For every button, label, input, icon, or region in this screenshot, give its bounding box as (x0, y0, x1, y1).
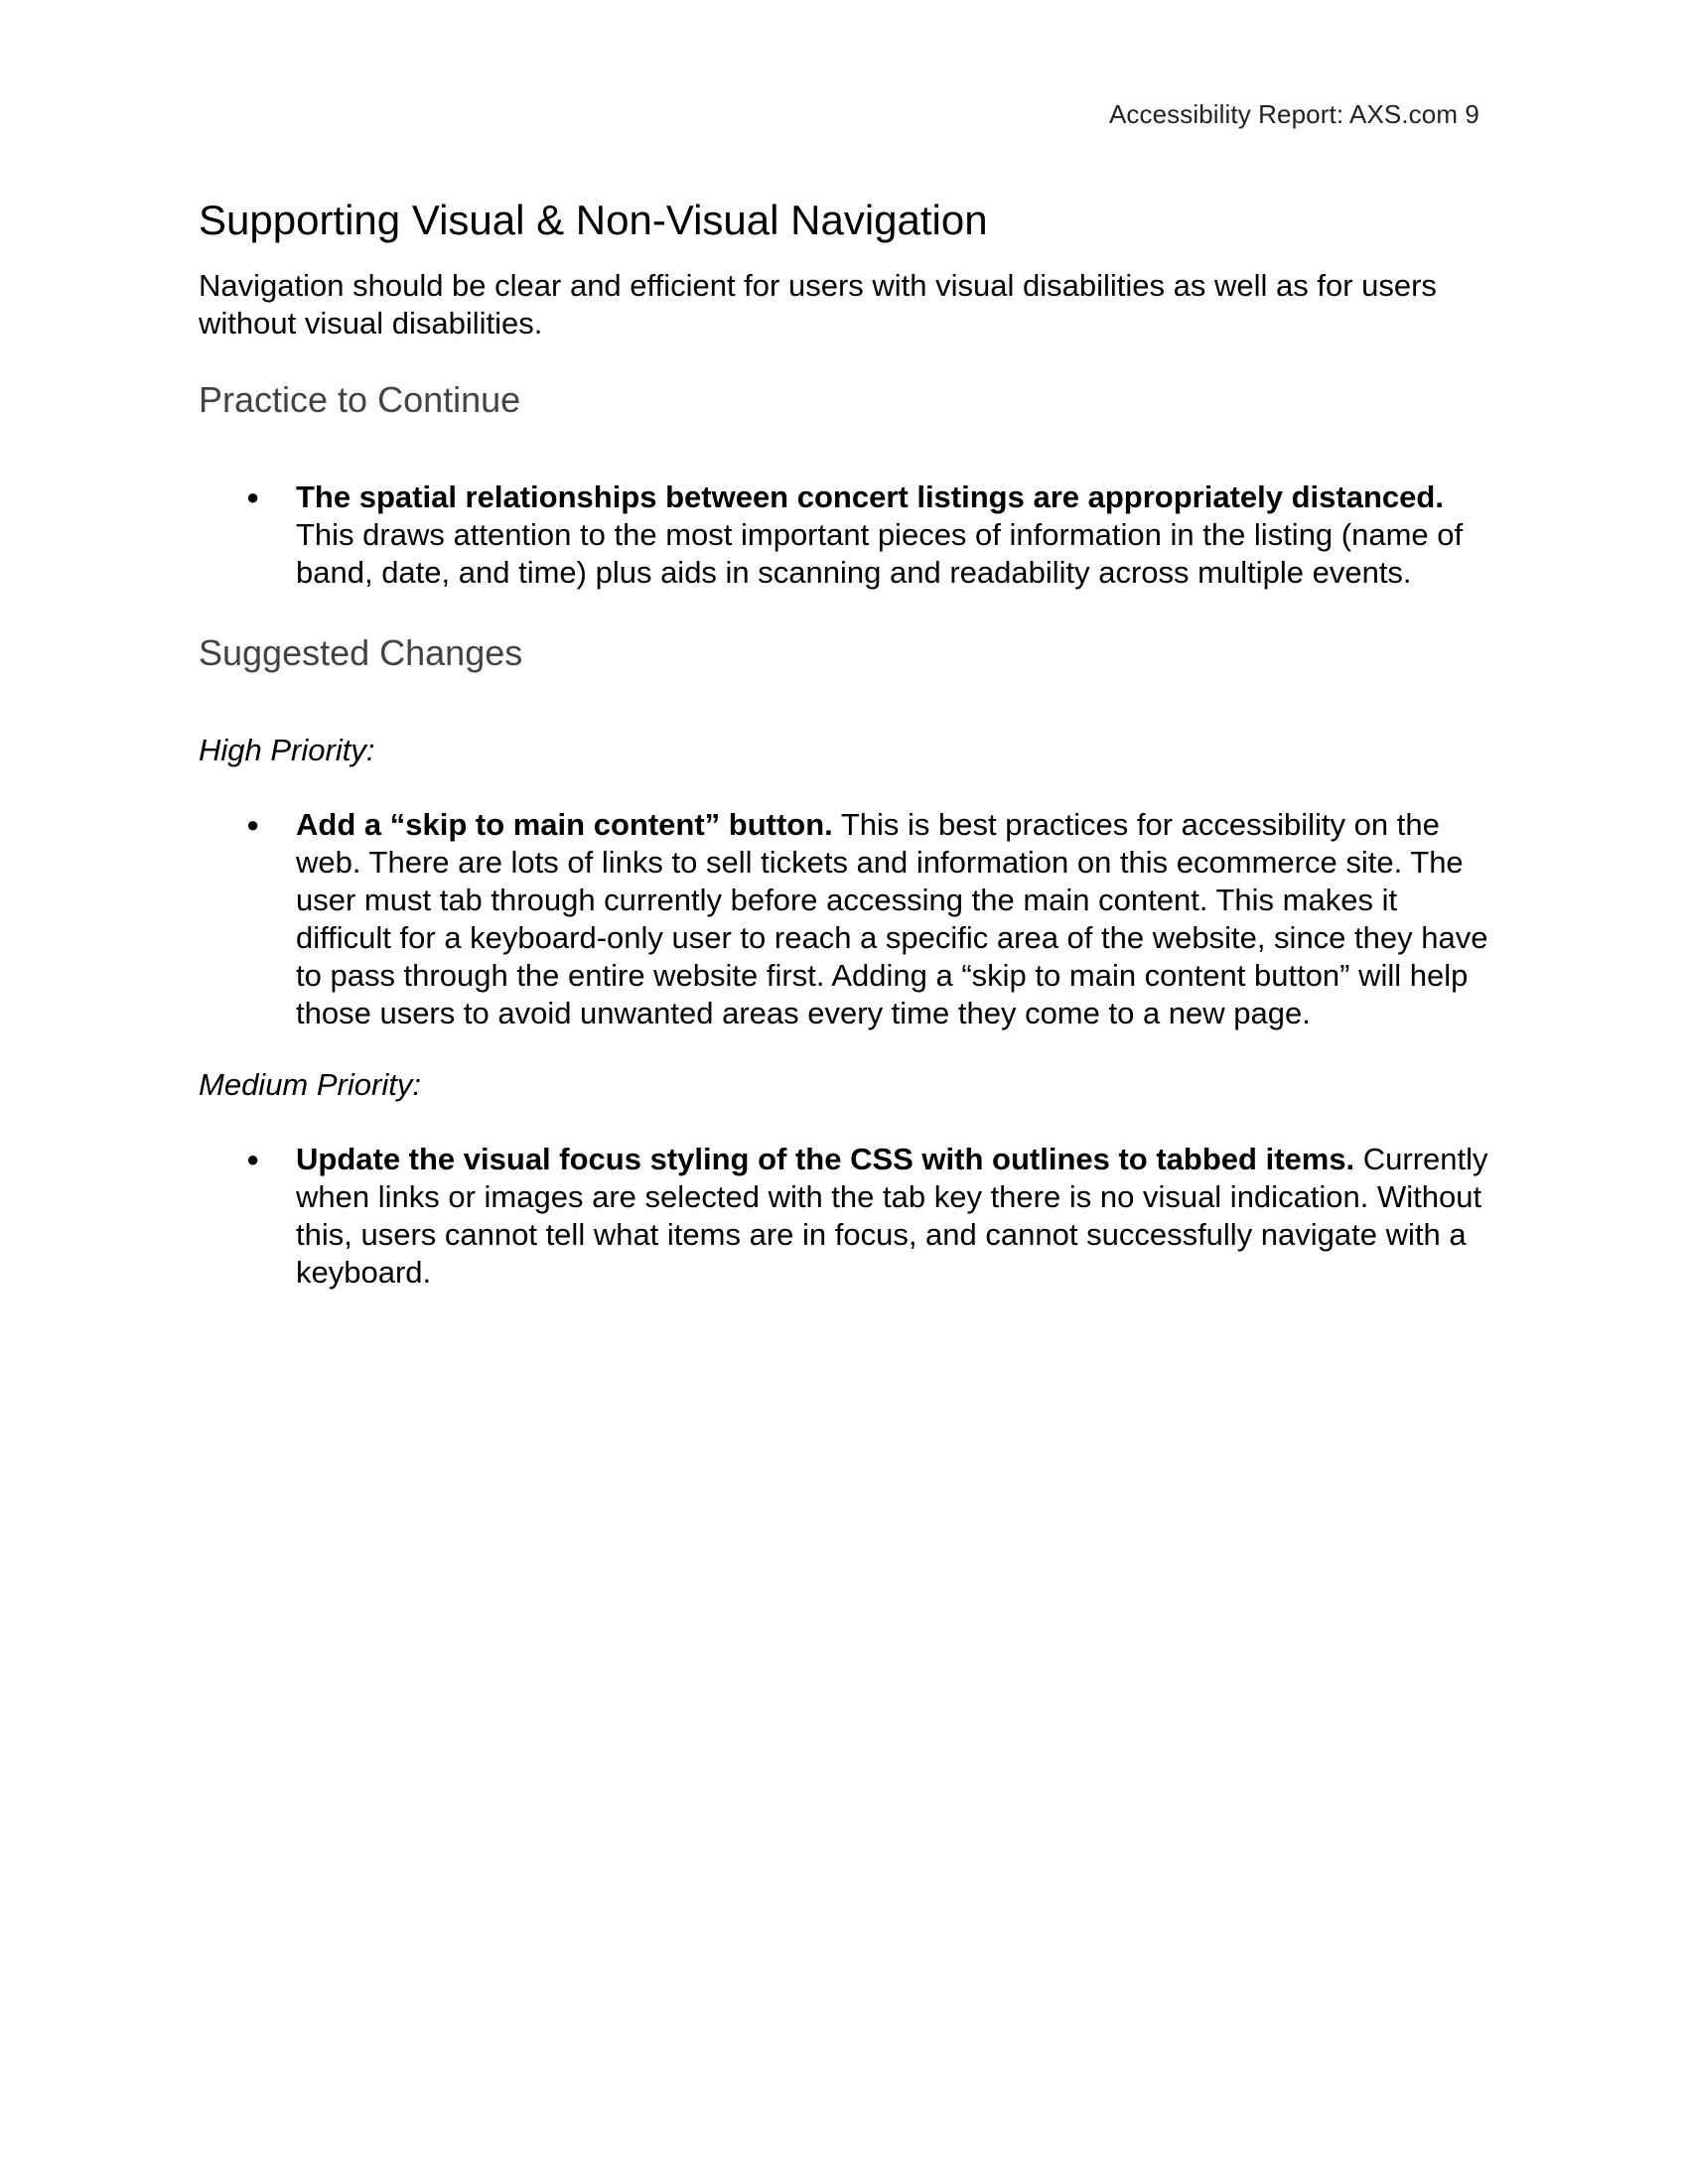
intro-paragraph: Navigation should be clear and efficient for users with visual disabilities as well as for users without visual disabilities. (199, 267, 1437, 341)
list-item-lead: The spatial relationships between concert listings are appropriately distanced. (296, 478, 1444, 514)
medium-priority-label: Medium Priority: (199, 1066, 421, 1102)
list-item-lead: Update the visual focus styling of the CSS with outlines to tabbed items. (296, 1141, 1355, 1176)
list-item-lead: Add a “skip to main content” button. (296, 806, 833, 842)
list-item (199, 478, 1489, 592)
list-item-body: Currently when links or images are selected with the tab key there is no visual indication. Without this, users cannot tell what items are in focus, and cannot successfully navigate with a keyboard. (296, 1141, 1488, 1290)
document-body (199, 195, 1489, 1292)
bullet-icon: ● (246, 1146, 260, 1171)
suggested-changes-heading: Suggested Changes (199, 631, 523, 673)
high-priority-label: High Priority: (199, 732, 375, 767)
practice-to-continue-heading: Practice to Continue (199, 378, 521, 420)
list-item (199, 1141, 1489, 1292)
bullet-icon: ● (246, 811, 260, 837)
high-priority-list (199, 806, 1489, 1032)
page-running-header: Accessibility Report: AXS.com 9 (1108, 99, 1479, 129)
practice-list (199, 478, 1489, 592)
list-item-body: This is best practices for accessibility on the web. There are lots of links to sell tickets and information on this ecommerce site. The user must tab through currently before accessing the main content. This makes it difficult for a keyboard-only user to reach a specific area of the website, since they have to pass through the entire website first. Adding a “skip to main content button” will help those users to avoid unwanted areas every time they come to a new page. (296, 806, 1488, 1030)
medium-priority-list (199, 1141, 1489, 1292)
list-item (199, 806, 1489, 1032)
bullet-icon: ● (246, 483, 260, 509)
list-item-body: This draws attention to the most important pieces of information in the listing (name of band, date, and time) plus aids in scanning and readability across multiple events. (296, 516, 1464, 590)
page-title: Supporting Visual & Non-Visual Navigation (199, 197, 988, 243)
